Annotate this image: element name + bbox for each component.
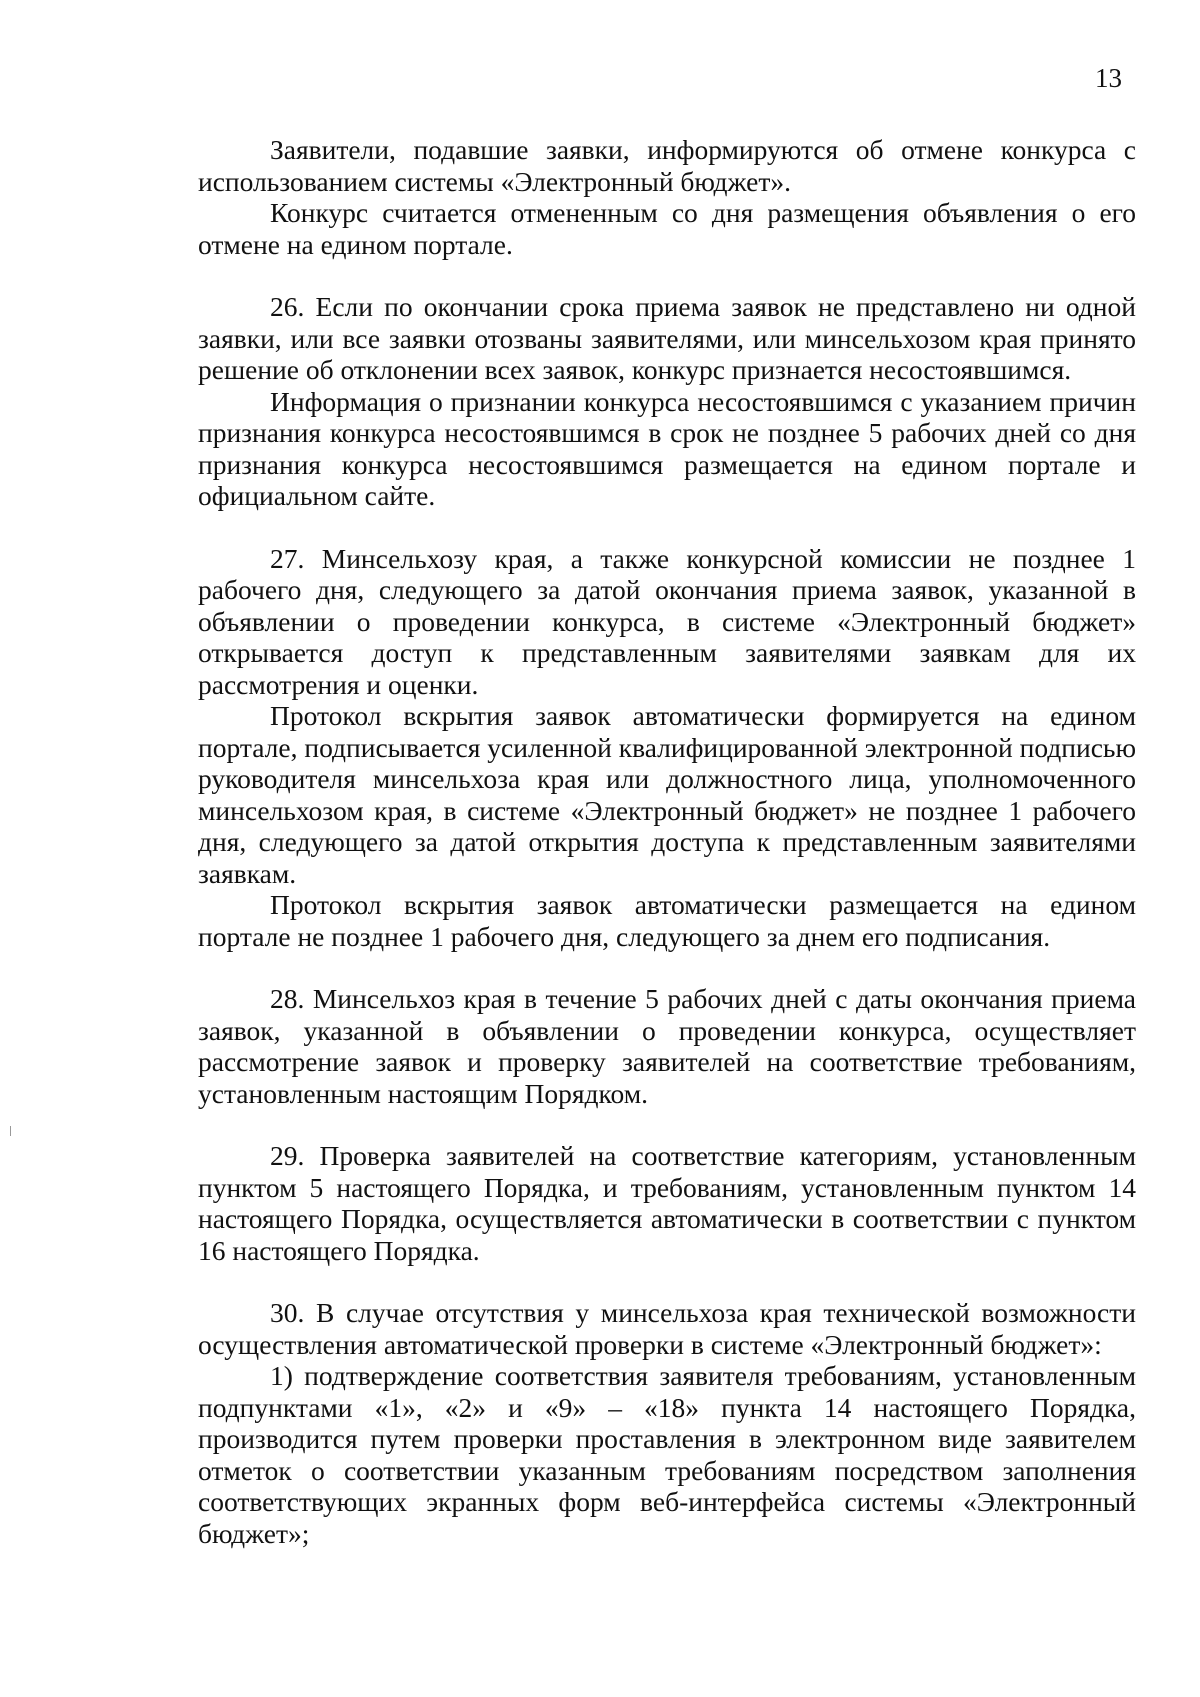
paragraph: Протокол вскрытия заявок автоматически формируется на едином портале, подписывается усиленной квалифицированной электронной подписью руководителя минсельхоза края или должностного лица, уполномоченного минсельхозом края, в системе «Электронный бюджет» не позднее 1 рабочего дня, следующего за датой открытия доступа к представленным заявителями заявкам. <box>198 700 1136 889</box>
paragraph: Заявители, подавшие заявки, информируются об отмене конкурса с использованием системы «Электронный бюджет». <box>198 134 1136 197</box>
document-body <box>198 134 1136 1549</box>
paragraph-item-30: 30. В случае отсутствия у минсельхоза края технической возможности осуществления автоматической проверки в системе «Электронный бюджет»: <box>198 1297 1136 1360</box>
paragraph: Конкурс считается отмененным со дня размещения объявления о его отмене на едином портале. <box>198 197 1136 260</box>
paragraph-item-29: 29. Проверка заявителей на соответствие категориям, установленным пунктом 5 настоящего Порядка, и требованиям, установленным пунктом 14 настоящего Порядка, осуществляется автоматически в соответствии с пунктом 16 настоящего Порядка. <box>198 1140 1136 1266</box>
paragraph-item-28: 28. Минсельхоз края в течение 5 рабочих дней с даты окончания приема заявок, указанной в объявлении о проведении конкурса, осуществляет рассмотрение заявок и проверку заявителей на соответствие требованиям, установленным настоящим Порядком. <box>198 983 1136 1109</box>
paragraph-subitem-1: 1) подтверждение соответствия заявителя требованиям, установленным подпунктами «1», «2» и «9» – «18» пункта 14 настоящего Порядка, производится путем проверки проставления в электронном виде заявителем отметок о соответствии указанным требованиям посредством заполнения соответствующих экранных форм веб-интерфейса системы «Электронный бюджет»; <box>198 1360 1136 1549</box>
paragraph-item-26: 26. Если по окончании срока приема заявок не представлено ни одной заявки, или все заявки отозваны заявителями, или минсельхозом края принято решение об отклонении всех заявок, конкурс признается несостоявшимся. <box>198 291 1136 385</box>
paragraph: Информация о признании конкурса несостоявшимся с указанием причин признания конкурса несостоявшимся в срок не позднее 5 рабочих дней со дня признания конкурса несостоявшимся размещается на едином портале и официальном сайте. <box>198 385 1136 511</box>
paragraph-item-27: 27. Минсельхозу края, а также конкурсной комиссии не позднее 1 рабочего дня, следующего за датой окончания приема заявок, указанной в объявлении о проведении конкурса, в системе «Электронный бюджет» открывается доступ к представленным заявителями заявкам для их рассмотрения и оценки. <box>198 542 1136 700</box>
page-number: 13 <box>1095 63 1122 93</box>
scan-edge-mark <box>10 1126 11 1136</box>
paragraph: Протокол вскрытия заявок автоматически размещается на едином портале не позднее 1 рабочего дня, следующего за днем его подписания. <box>198 889 1136 952</box>
